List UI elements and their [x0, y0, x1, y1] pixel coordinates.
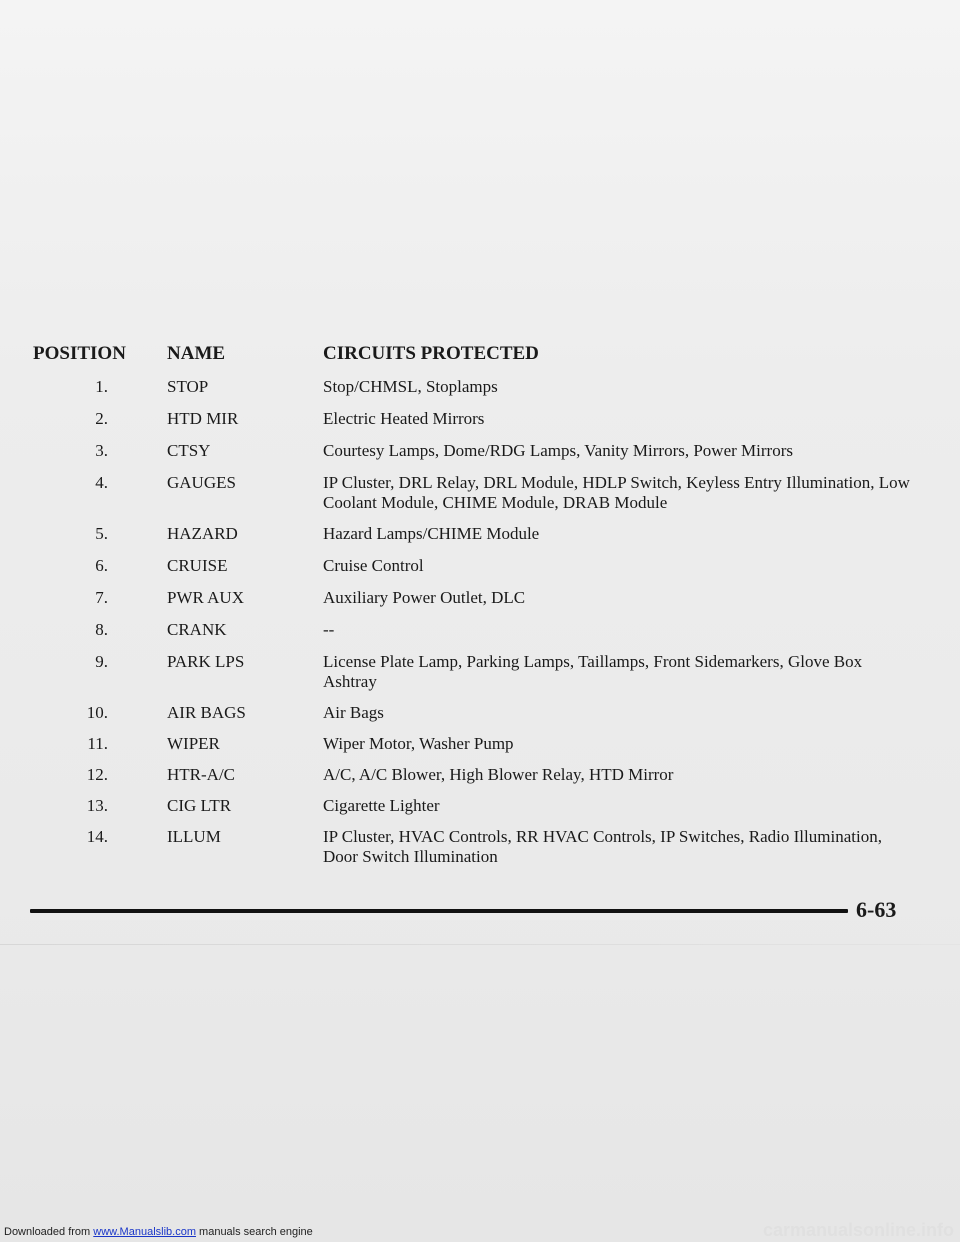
row-position: 9.: [95, 652, 108, 671]
row-position: 12.: [86, 765, 108, 784]
row-name: STOP: [167, 377, 209, 396]
row-name: HAZARD: [167, 524, 238, 543]
row-circuits: IP Cluster, DRL Relay, DRL Module, HDLP Switch, Keyless Entry Illumination, Low Coolant Module, CHIME Module, DRAB Module: [323, 473, 910, 512]
row-circuits: Stop/CHMSL, Stoplamps: [323, 377, 498, 396]
row-name: GAUGES: [167, 473, 236, 492]
footer-suffix: manuals search engine: [195, 1226, 313, 1238]
row-name: PARK LPS: [167, 652, 245, 671]
row-name: WIPER: [167, 734, 220, 753]
row-position: 4.: [95, 473, 108, 492]
table-header: [0, 343, 960, 367]
row-circuits: Courtesy Lamps, Dome/RDG Lamps, Vanity Mirrors, Power Mirrors: [323, 441, 793, 460]
row-circuits: --: [323, 620, 335, 639]
row-name: HTD MIR: [167, 409, 239, 428]
row-circuits: License Plate Lamp, Parking Lamps, Taillamps, Front Sidemarkers, Glove Box Ashtray: [323, 652, 863, 691]
row-circuits: IP Cluster, HVAC Controls, RR HVAC Controls, IP Switches, Radio Illumination, Door Switch Illumination: [323, 827, 882, 866]
row-position: 11.: [87, 734, 108, 753]
row-circuits: Auxiliary Power Outlet, DLC: [323, 588, 526, 607]
row-circuits: Cruise Control: [323, 556, 424, 575]
row-name: ILLUM: [167, 827, 221, 846]
footer-prefix: Downloaded from: [4, 1226, 94, 1238]
row-position: 2.: [95, 409, 108, 428]
row-name: AIR BAGS: [167, 703, 246, 722]
row-name: CTSY: [167, 441, 211, 460]
row-circuits: Cigarette Lighter: [323, 796, 440, 815]
row-name: PWR AUX: [167, 588, 244, 607]
row-position: 10.: [86, 703, 108, 722]
manualslib-link[interactable]: www.Manualslib.com: [93, 1226, 196, 1238]
header-name: NAME: [167, 343, 226, 364]
row-position: 14.: [86, 827, 108, 846]
row-circuits: Air Bags: [323, 703, 384, 722]
row-circuits: Hazard Lamps/CHIME Module: [323, 524, 540, 543]
row-circuits: Electric Heated Mirrors: [323, 409, 485, 428]
page-number: 6-63: [856, 897, 897, 922]
download-footer: [4, 1226, 313, 1238]
section-rule: [30, 909, 848, 913]
row-position: 5.: [95, 524, 108, 543]
row-circuits: A/C, A/C Blower, High Blower Relay, HTD Mirror: [323, 765, 674, 784]
header-position: POSITION: [33, 343, 126, 364]
row-position: 8.: [95, 620, 108, 639]
row-name: CRANK: [167, 620, 227, 639]
row-name: CRUISE: [167, 556, 228, 575]
row-name: CIG LTR: [167, 796, 232, 815]
watermark-text: carmanualsonline.info: [762, 1220, 954, 1240]
row-position: 13.: [86, 796, 108, 815]
row-position: 1.: [95, 377, 108, 396]
header-circuits-protected: CIRCUITS PROTECTED: [323, 343, 539, 364]
row-position: 6.: [95, 556, 108, 575]
row-position: 3.: [95, 441, 108, 460]
row-circuits: Wiper Motor, Washer Pump: [323, 734, 514, 753]
row-position: 7.: [95, 588, 108, 607]
row-name: HTR-A/C: [167, 765, 235, 784]
scan-artifact-line: [0, 944, 960, 945]
